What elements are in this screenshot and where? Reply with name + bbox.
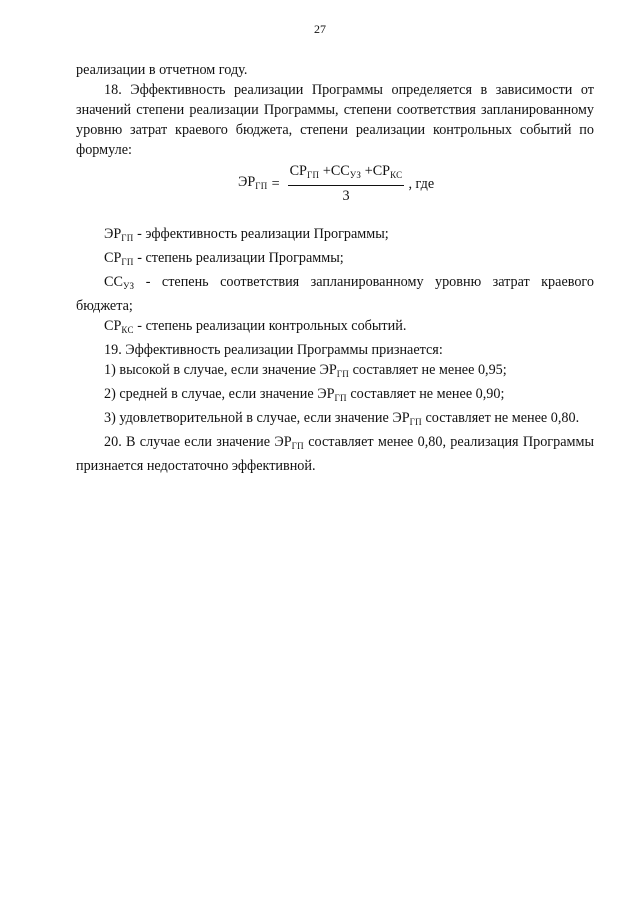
formula-equals: = xyxy=(271,175,280,192)
definition-sr-ks: $СР_{КС}$ - степень реализации контрольных событий. xyxy=(104,318,407,335)
definition-sr-gp: $СР_{ГП}$ - степень реализации Программы; xyxy=(104,250,344,267)
list-item-satisfactory: 3) удовлетворительной в случае, если значение $ЭР_{ГП}$ составляет не менее 0,80. xyxy=(104,410,580,427)
definition-er-gp: $ЭР_{ГП}$ - эффективность реализации Программы; xyxy=(104,226,389,243)
paragraph-19: 19. Эффективность реализации Программы признается: xyxy=(104,342,443,358)
list-item-high: 1) высокой в случае, если значение $ЭР_{ГП}$ составляет не менее 0,95; xyxy=(104,362,507,379)
formula-fraction xyxy=(288,162,405,205)
paragraph-intro-continuation: реализации в отчетном году. xyxy=(76,62,248,78)
formula-lhs: $ЭР_{ГП}$ xyxy=(238,173,268,191)
formula-tail: , где xyxy=(408,175,435,192)
paragraph-18: 18. Эффективность реализации Программы определяется в зависимости от значений степени реализации Программы, степени соответствия запланированному уровню затрат краевого бюджета, степени реализации контрольных событий по формуле: xyxy=(76,82,594,158)
paragraph-20: 20. В случае если значение $ЭР_{ГП}$ составляет менее 0,80, реализация Программы признается недостаточно эффективной. xyxy=(76,434,594,474)
formula-denominator: 3 xyxy=(342,188,350,204)
page-number: 27 xyxy=(314,22,326,36)
formula-numerator: $СР_{ГП} +СС_{УЗ} +СР_{КС}$ xyxy=(288,162,405,186)
definition-ss-uz: $СС_{УЗ}$ - степень соответствия запланированному уровню затрат краевого бюджета; xyxy=(76,274,594,314)
efficiency-formula xyxy=(238,162,434,205)
list-item-medium: 2) средней в случае, если значение $ЭР_{ГП}$ составляет не менее 0,90; xyxy=(104,386,505,403)
document-body xyxy=(76,60,594,476)
formula-block xyxy=(76,160,594,206)
